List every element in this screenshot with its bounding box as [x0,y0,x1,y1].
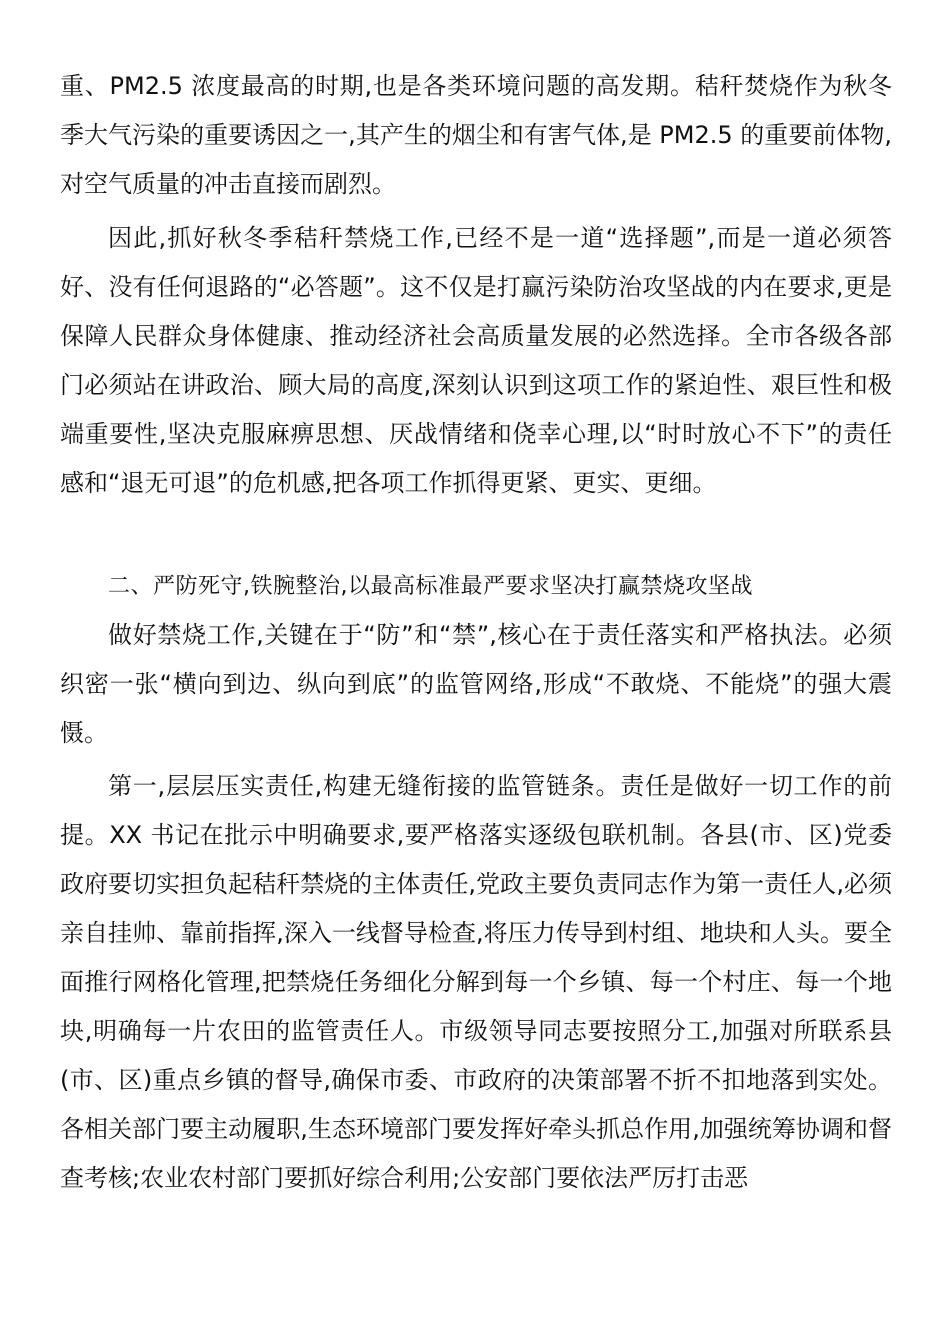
paragraph-prevention-and-prohibition: 做好禁烧工作,关键在于“防”和“禁”,核心在于责任落实和严格执法。必须织密一张“横向到边、纵向到底”的监管网络,形成“不敢烧、不能烧”的强大震慑。 [60,621,892,747]
paragraph-must-answer-question: 因此,抓好秋冬季秸秆禁烧工作,已经不是一道“选择题”,而是一道必须答好、没有任何退路的“必答题”。这不仅是打赢污染防治攻坚战的内在要求,更是保障人民群众身体健康、推动经济社会高质量发展的必然选择。全市各级各部门必须站在讲政治、顾大局的高度,深刻认识到这项工作的紧迫性、艰巨性和极端重要性,坚决克服麻痹思想、厌战情绪和侥幸心理,以“时时放心不下”的责任感和“退无可退”的危机感,把各项工作抓得更紧、更实、更细。 [60,224,892,497]
paragraph-air-pollution-context: 重、PM2.5 浓度最高的时期,也是各类环境问题的高发期。秸秆焚烧作为秋冬季大气污染的重要诱因之一,其产生的烟尘和有害气体,是 PM2.5 的重要前体物,对空气质量的冲击直接而剧烈。 [60,72,892,198]
paragraph-responsibility-chain: 第一,层层压实责任,构建无缝衔接的监管链条。责任是做好一切工作的前提。XX 书记在批示中明确要求,要严格落实逐级包联机制。各县(市、区)党委政府要切实担负起秸秆禁烧的主体责任,党政主要负责同志作为第一责任人,必须亲自挂帅、靠前指挥,深入一线督导检查,将压力传导到村组、地块和人头。要全面推行网格化管理,把禁烧任务细化分解到每一个乡镇、每一个村庄、每一个地块,明确每一片农田的监管责任人。市级领导同志要按照分工,加强对所联系县(市、区)重点乡镇的督导,确保市委、市政府的决策部署不折不扣地落到实处。各相关部门要主动履职,生态环境部门要发挥好牵头抓总作用,加强统筹协调和督查考核;农业农村部门要抓好综合利用;公安部门要依法严厉打击恶 [60,772,892,1192]
section-heading-two: 二、严防死守,铁腕整治,以最高标准最严要求坚决打赢禁烧攻坚战 [108,574,753,599]
